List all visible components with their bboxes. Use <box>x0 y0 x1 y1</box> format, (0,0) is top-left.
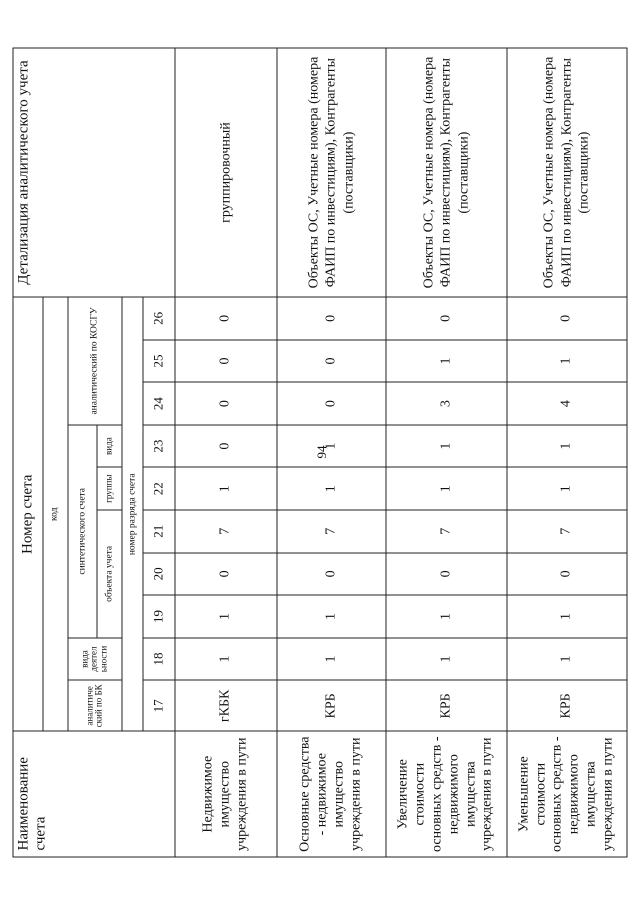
row-value: 0 <box>507 297 627 340</box>
header-account-object: объекта учета <box>97 510 122 638</box>
row-value: 1 <box>386 425 506 468</box>
row-value: 1 <box>507 638 627 681</box>
row-value: 7 <box>507 510 627 553</box>
digit-23: 23 <box>143 425 175 468</box>
row-name: Увеличение стоимости основных средств - недвижимого имущества учреждения в пути <box>386 731 506 857</box>
row-value: 0 <box>277 382 386 425</box>
row-value: 4 <box>507 382 627 425</box>
page-number: 94 <box>314 445 329 459</box>
row-value: КРБ <box>386 680 506 731</box>
row-value: гКБК <box>175 680 277 731</box>
row-value: 1 <box>507 425 627 468</box>
row-value: 1 <box>175 638 277 681</box>
header-detail: Детализация аналитического учета <box>13 48 175 297</box>
row-value: 1 <box>175 595 277 638</box>
row-detail: Объекты ОС, Учетные номера (номера ФАИП по инвестициям), Контрагенты (поставщики) <box>277 48 386 297</box>
row-value: 7 <box>386 510 506 553</box>
header-account-name: Наименование счета <box>13 731 175 857</box>
row-value: 1 <box>386 595 506 638</box>
row-value: 0 <box>175 340 277 383</box>
table-row <box>175 48 277 857</box>
row-value: 1 <box>507 467 627 510</box>
table-row <box>507 48 627 857</box>
row-value: 1 <box>386 340 506 383</box>
row-value: 1 <box>386 638 506 681</box>
row-detail: Объекты ОС, Учетные номера (номера ФАИП по инвестициям), Контрагенты (поставщики) <box>386 48 506 297</box>
digit-18: 18 <box>143 638 175 681</box>
row-value: 0 <box>277 340 386 383</box>
row-value: 0 <box>386 553 506 596</box>
digit-17: 17 <box>143 680 175 731</box>
row-value: 1 <box>277 595 386 638</box>
header-row-1 <box>13 48 43 857</box>
header-groups: группы <box>97 467 122 510</box>
header-digit-number: номер разряда счета <box>122 297 142 731</box>
row-value: 1 <box>507 595 627 638</box>
row-value: 1 <box>507 340 627 383</box>
row-value: 0 <box>277 297 386 340</box>
digit-22: 22 <box>143 467 175 510</box>
row-name: Недвижимое имущество учреждения в пути <box>175 731 277 857</box>
row-value: 3 <box>386 382 506 425</box>
digit-25: 25 <box>143 340 175 383</box>
row-name: Основные средства - недвижимое имущество учреждения в пути <box>277 731 386 857</box>
accounts-table <box>13 48 628 858</box>
row-value: 7 <box>175 510 277 553</box>
row-value: 0 <box>386 297 506 340</box>
row-value: КРБ <box>507 680 627 731</box>
row-value: 0 <box>175 382 277 425</box>
header-synthetic-account: синтетического счета <box>68 425 98 638</box>
row-value: 1 <box>386 467 506 510</box>
digit-20: 20 <box>143 553 175 596</box>
row-value: 1 <box>277 638 386 681</box>
row-value: 1 <box>277 467 386 510</box>
row-value: 0 <box>507 553 627 596</box>
header-account-number: Номер счета <box>13 297 43 731</box>
row-value: 1 <box>277 425 386 468</box>
row-value: 0 <box>175 297 277 340</box>
rotated-table-wrapper <box>13 48 628 858</box>
header-activity-type: вида деятел ьности <box>68 638 123 681</box>
row-value: 0 <box>277 553 386 596</box>
digit-24: 24 <box>143 382 175 425</box>
row-value: 1 <box>175 467 277 510</box>
header-code: код <box>43 297 68 731</box>
digit-26: 26 <box>143 297 175 340</box>
table-row <box>277 48 386 857</box>
table-row <box>386 48 506 857</box>
digit-19: 19 <box>143 595 175 638</box>
header-analytic-kosgu: аналитический по КОСГУ <box>68 297 123 425</box>
header-analytic-bk: аналитиче ский по БК <box>68 680 123 731</box>
header-type: вида <box>97 425 122 468</box>
row-value: 0 <box>175 553 277 596</box>
row-value: 7 <box>277 510 386 553</box>
row-value: КРБ <box>277 680 386 731</box>
row-detail: Объекты ОС, Учетные номера (номера ФАИП по инвестициям), Контрагенты (поставщики) <box>507 48 627 297</box>
row-detail: группировочный <box>175 48 277 297</box>
row-name: Уменьшение стоимости основных средств - недвижимого имущества учреждения в пути <box>507 731 627 857</box>
row-value: 0 <box>175 425 277 468</box>
digit-21: 21 <box>143 510 175 553</box>
